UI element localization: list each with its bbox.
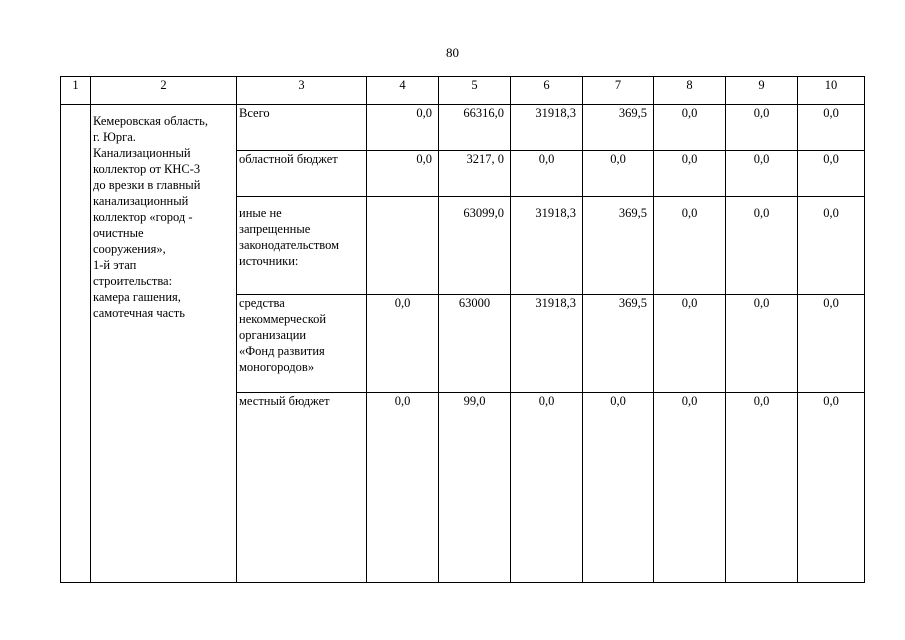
value-cell bbox=[367, 197, 439, 295]
header-cell: 5 bbox=[439, 77, 511, 105]
value-cell: 0,0 bbox=[583, 151, 654, 197]
source-line: источники: bbox=[239, 254, 299, 268]
object-line: до врезки в главный bbox=[93, 178, 201, 192]
value-cell: 0,0 bbox=[798, 197, 865, 295]
value-cell: 0,0 bbox=[798, 295, 865, 393]
header-cell: 6 bbox=[511, 77, 583, 105]
header-cell: 1 bbox=[61, 77, 91, 105]
value-cell: 0,0 bbox=[654, 295, 726, 393]
object-line: Кемеровская область, bbox=[93, 114, 208, 128]
value-cell: 0,0 bbox=[798, 393, 865, 583]
funding-source-cell: местный бюджет bbox=[237, 393, 367, 583]
header-cell: 8 bbox=[654, 77, 726, 105]
value-cell: 0,0 bbox=[726, 105, 798, 151]
source-line: иные не bbox=[239, 206, 282, 220]
source-line: моногородов» bbox=[239, 360, 315, 374]
value-cell: 0,0 bbox=[726, 393, 798, 583]
object-line: коллектор от КНС-3 bbox=[93, 162, 201, 176]
source-line: законодательством bbox=[239, 238, 340, 252]
value-cell: 369,5 bbox=[583, 105, 654, 151]
value-cell: 3217, 0 bbox=[439, 151, 511, 197]
object-line: сооружения», bbox=[93, 242, 166, 256]
value-cell: 0,0 bbox=[654, 197, 726, 295]
value-cell: 0,0 bbox=[654, 393, 726, 583]
value-cell: 0,0 bbox=[654, 105, 726, 151]
header-row bbox=[61, 77, 865, 105]
source-line: организации bbox=[239, 328, 307, 342]
object-line: коллектор «город - bbox=[93, 210, 193, 224]
value-cell: 31918,3 bbox=[511, 105, 583, 151]
header-cell: 2 bbox=[91, 77, 237, 105]
object-description-cell bbox=[91, 105, 237, 583]
value-cell: 0,0 bbox=[798, 105, 865, 151]
page-number: 80 bbox=[446, 45, 459, 60]
value-cell: 0,0 bbox=[367, 295, 439, 393]
value-cell: 0,0 bbox=[726, 151, 798, 197]
object-line: 1-й этап bbox=[93, 258, 137, 272]
value-cell: 99,0 bbox=[439, 393, 511, 583]
header-cell: 3 bbox=[237, 77, 367, 105]
value-cell: 63099,0 bbox=[439, 197, 511, 295]
value-cell: 0,0 bbox=[367, 393, 439, 583]
value-cell: 0,0 bbox=[726, 197, 798, 295]
value-cell: 63000 bbox=[439, 295, 511, 393]
source-line: запрещенные bbox=[239, 222, 311, 236]
value-cell: 0,0 bbox=[798, 151, 865, 197]
value-cell: 0,0 bbox=[654, 151, 726, 197]
funding-source-cell bbox=[237, 295, 367, 393]
funding-source-cell: Всего bbox=[237, 105, 367, 151]
header-cell: 7 bbox=[583, 77, 654, 105]
header-cell: 9 bbox=[726, 77, 798, 105]
funding-source-cell: областной бюджет bbox=[237, 151, 367, 197]
object-line: камера гашения, bbox=[93, 290, 181, 304]
value-cell: 0,0 bbox=[583, 393, 654, 583]
source-line: средства bbox=[239, 296, 285, 310]
object-line: Канализационный bbox=[93, 146, 191, 160]
value-cell: 31918,3 bbox=[511, 197, 583, 295]
value-cell: 0,0 bbox=[726, 295, 798, 393]
value-cell: 0,0 bbox=[367, 105, 439, 151]
value-cell: 0,0 bbox=[367, 151, 439, 197]
financing-table bbox=[60, 76, 865, 583]
value-cell: 369,5 bbox=[583, 197, 654, 295]
value-cell: 66316,0 bbox=[439, 105, 511, 151]
value-cell: 0,0 bbox=[511, 393, 583, 583]
object-line: канализационный bbox=[93, 194, 189, 208]
value-cell: 0,0 bbox=[511, 151, 583, 197]
header-cell: 10 bbox=[798, 77, 865, 105]
row-number-cell bbox=[61, 105, 91, 583]
header-cell: 4 bbox=[367, 77, 439, 105]
object-line: г. Юрга. bbox=[93, 130, 136, 144]
funding-source-cell bbox=[237, 197, 367, 295]
table-row bbox=[61, 105, 865, 151]
object-line: очистные bbox=[93, 226, 144, 240]
source-line: «Фонд развития bbox=[239, 344, 325, 358]
object-line: самотечная часть bbox=[93, 306, 185, 320]
value-cell: 369,5 bbox=[583, 295, 654, 393]
object-line: строительства: bbox=[93, 274, 173, 288]
value-cell: 31918,3 bbox=[511, 295, 583, 393]
source-line: некоммерческой bbox=[239, 312, 327, 326]
